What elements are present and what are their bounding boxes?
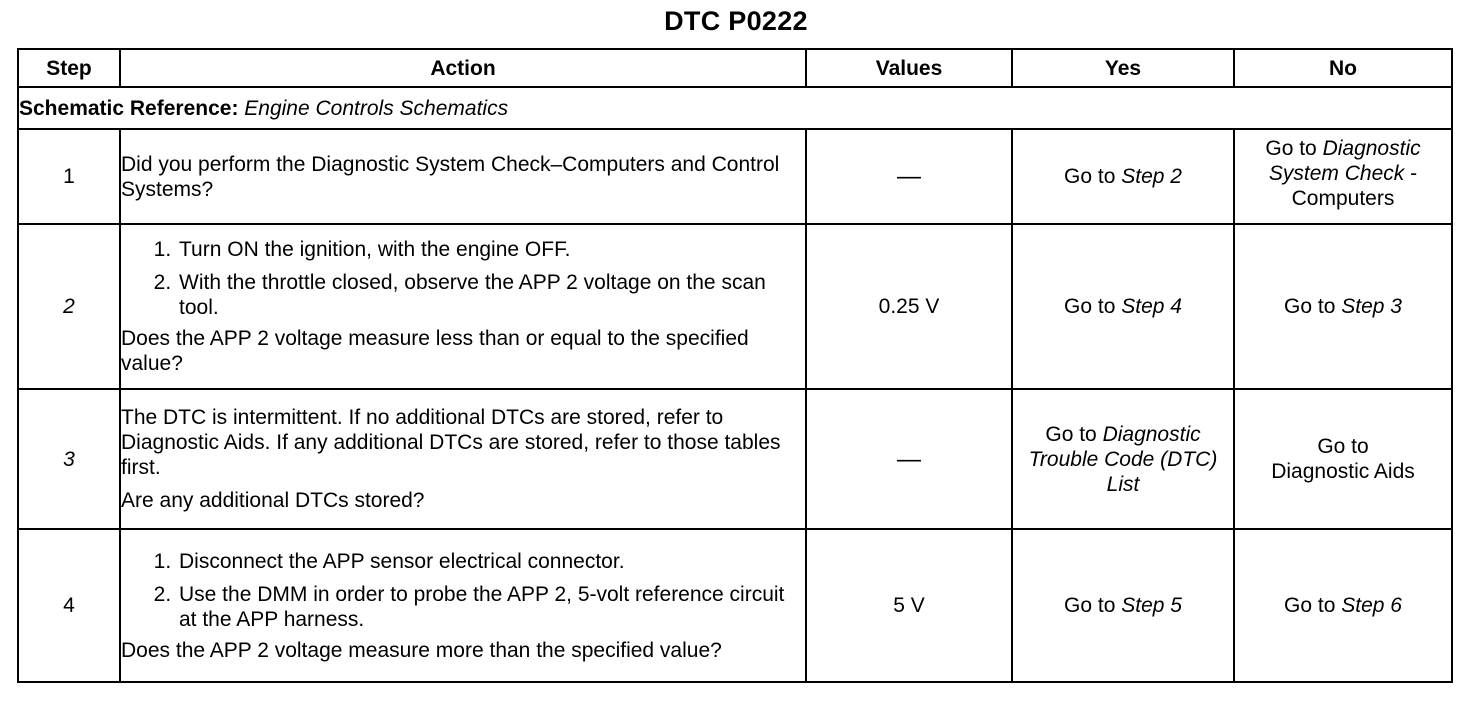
- no-link: Step 6: [1341, 594, 1402, 617]
- no-prefix: Go to: [1284, 594, 1342, 617]
- action-steps: [121, 237, 805, 320]
- yes-prefix: Go to: [1064, 295, 1122, 318]
- action-question: Does the APP 2 voltage measure more than the specified value?: [121, 638, 722, 662]
- schematic-reference-row: [18, 87, 1452, 129]
- value-cell: —: [806, 129, 1012, 224]
- value-cell: 5 V: [806, 529, 1012, 682]
- action-text: The DTC is intermittent. If no additional DTCs are stored, refer to Diagnostic Aids. If any additional DTCs are stored, refer to those tables first.: [121, 406, 781, 479]
- action-cell: [120, 529, 806, 682]
- no-link: Diagnostic System Check: [1268, 137, 1421, 185]
- step-number: 3: [18, 389, 120, 529]
- action-question: Are any additional DTCs stored?: [121, 489, 425, 512]
- table-row: [18, 529, 1452, 682]
- schematic-label: Schematic Reference:: [19, 96, 239, 120]
- no-cell: [1234, 529, 1452, 682]
- yes-cell: [1012, 389, 1234, 529]
- action-step: 1. Turn ON the ignition, with the engine OFF.: [177, 237, 805, 262]
- yes-link: Step 5: [1121, 594, 1182, 617]
- yes-cell: [1012, 224, 1234, 389]
- table-row: [18, 129, 1452, 224]
- table-row: [18, 224, 1452, 389]
- action-cell: [120, 129, 806, 224]
- no-cell: [1234, 129, 1452, 224]
- step-number: 4: [18, 529, 120, 682]
- no-cell: [1234, 224, 1452, 389]
- header-step: Step: [18, 49, 120, 87]
- schematic-link: Engine Controls Schematics: [244, 96, 509, 120]
- no-link: Diagnostic Aids: [1271, 460, 1415, 483]
- yes-cell: [1012, 129, 1234, 224]
- no-prefix: Go to: [1317, 435, 1369, 458]
- value-cell: —: [806, 389, 1012, 529]
- yes-prefix: Go to: [1045, 422, 1103, 446]
- no-link: Step 3: [1341, 295, 1402, 318]
- yes-cell: [1012, 529, 1234, 682]
- action-step: 2. With the throttle closed, observe the APP 2 voltage on the scan tool.: [177, 270, 805, 320]
- action-steps: [121, 549, 805, 632]
- schematic-reference: [18, 87, 1452, 129]
- action-text: Did you perform the Diagnostic System Check–Computers and Control Systems?: [121, 152, 780, 201]
- step-number: 2: [18, 224, 120, 389]
- diagnostic-table: [17, 48, 1453, 683]
- document-title: DTC P0222: [664, 6, 808, 36]
- no-suffix: - Computers: [1291, 162, 1418, 210]
- yes-prefix: Go to: [1064, 594, 1122, 617]
- step-number: 1: [18, 129, 120, 224]
- no-prefix: Go to: [1284, 295, 1342, 318]
- header-row: [18, 49, 1452, 87]
- value-cell: 0.25 V: [806, 224, 1012, 389]
- action-cell: [120, 389, 806, 529]
- yes-link: Diagnostic Trouble Code (DTC) List: [1028, 422, 1218, 496]
- no-prefix: Go to: [1265, 137, 1323, 160]
- action-step: 2. Use the DMM in order to probe the APP 2, 5-volt reference circuit at the APP harness.: [177, 582, 805, 632]
- header-action: Action: [120, 49, 806, 87]
- table-row: [18, 389, 1452, 529]
- header-no: No: [1234, 49, 1452, 87]
- no-cell: [1234, 389, 1452, 529]
- action-step: 1. Disconnect the APP sensor electrical connector.: [177, 549, 805, 574]
- header-values: Values: [806, 49, 1012, 87]
- action-question: Does the APP 2 voltage measure less than or equal to the specified value?: [121, 327, 749, 375]
- yes-link: Step 4: [1121, 295, 1182, 318]
- yes-prefix: Go to: [1064, 165, 1122, 188]
- header-yes: Yes: [1012, 49, 1234, 87]
- yes-link: Step 2: [1121, 165, 1182, 188]
- action-cell: [120, 224, 806, 389]
